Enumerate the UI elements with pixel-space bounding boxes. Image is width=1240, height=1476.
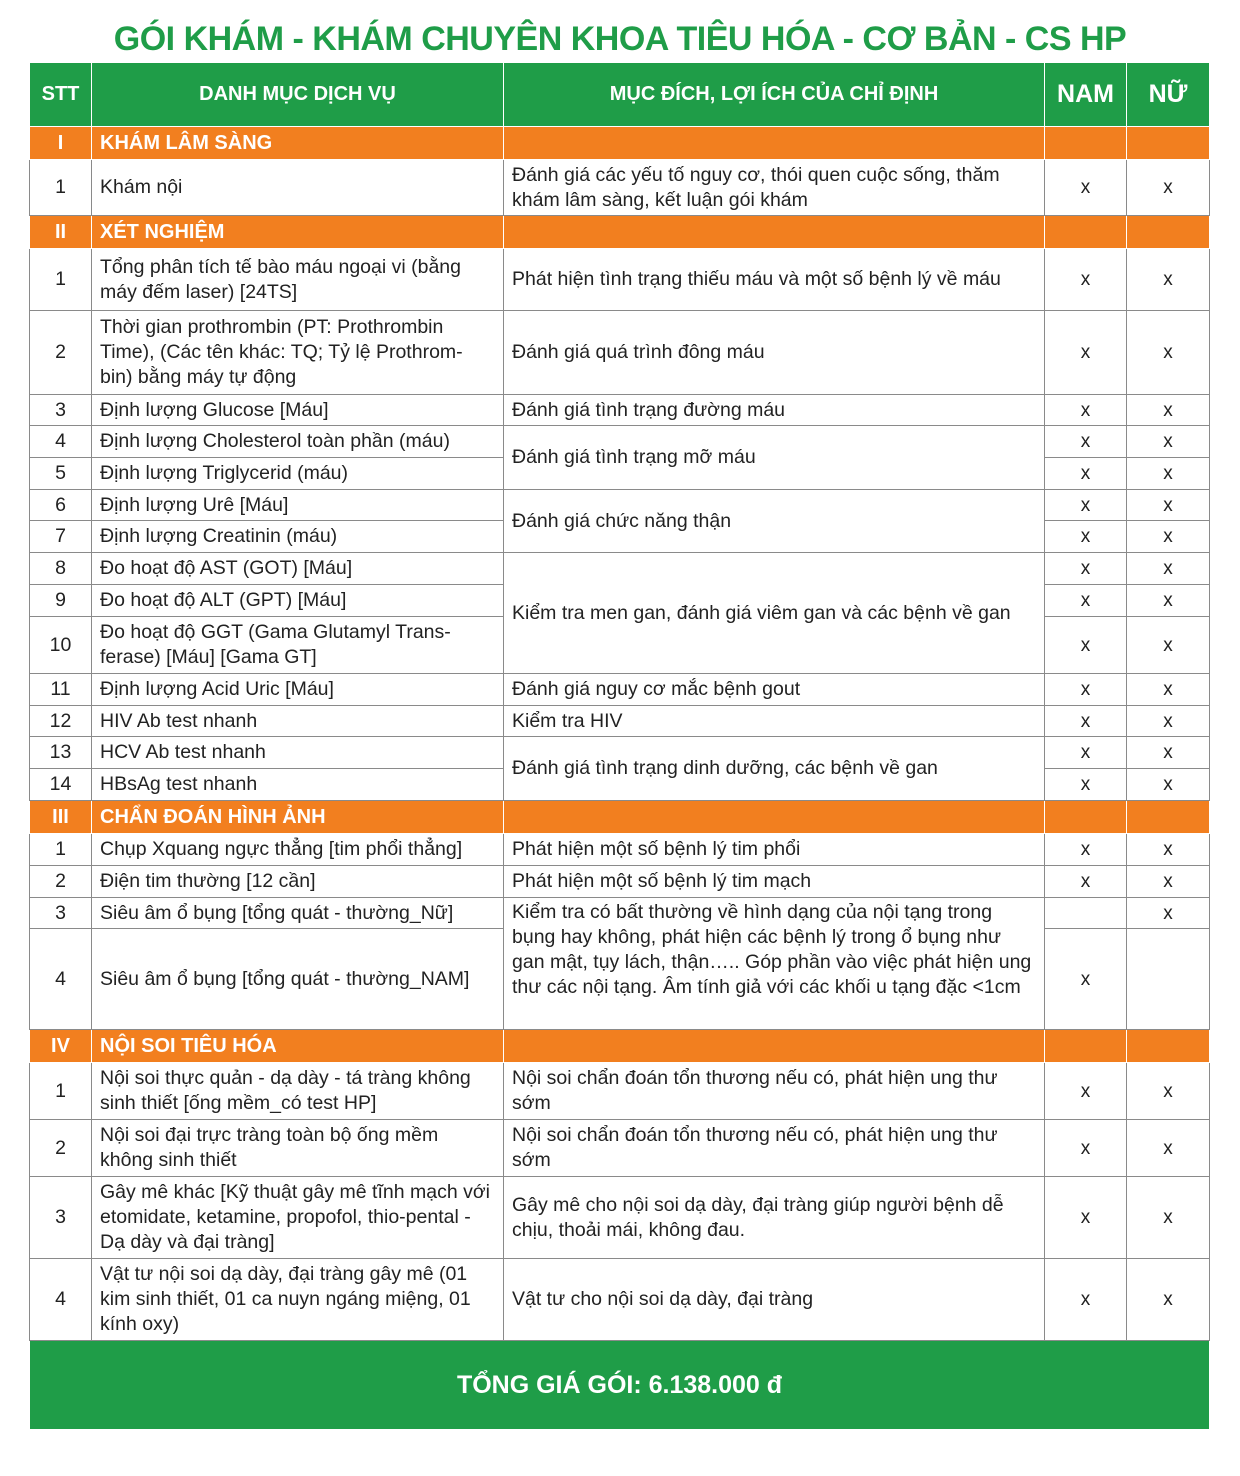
row-number: 5 [30, 458, 92, 490]
male-mark: x [1045, 585, 1127, 617]
male-mark: x [1045, 617, 1127, 674]
male-mark: x [1045, 706, 1127, 737]
service-purpose: Nội soi chẩn đoán tổn thương nếu có, phát hiện ung thư sớm [504, 1120, 1045, 1177]
table-row [30, 866, 1210, 898]
female-mark: x [1127, 160, 1210, 216]
table-row [30, 426, 1210, 458]
table-row [30, 490, 1210, 521]
section-number: I [30, 127, 92, 160]
female-mark: x [1127, 834, 1210, 866]
table-row [30, 249, 1210, 311]
service-name: Định lượng Triglycerid (máu) [92, 458, 504, 490]
male-mark: x [1045, 426, 1127, 458]
female-mark: x [1127, 311, 1210, 395]
female-mark: x [1127, 866, 1210, 898]
male-mark: x [1045, 311, 1127, 395]
total-row [30, 1341, 1210, 1430]
service-name: Định lượng Creatinin (máu) [92, 521, 504, 553]
section-row [30, 216, 1210, 249]
row-number: 4 [30, 1259, 92, 1341]
female-mark: x [1127, 706, 1210, 737]
female-mark: x [1127, 1259, 1210, 1341]
header-female: NỮ [1127, 63, 1210, 127]
total-price: TỔNG GIÁ GÓI: 6.138.000 đ [30, 1341, 1210, 1430]
service-name: HBsAg test nhanh [92, 769, 504, 801]
table-row [30, 898, 1210, 929]
row-number: 2 [30, 1120, 92, 1177]
male-mark: x [1045, 395, 1127, 426]
service-name: Đo hoạt độ GGT (Gama Glutamyl Trans-ferase) [Máu] [Gama GT] [92, 617, 504, 674]
female-mark: x [1127, 674, 1210, 706]
service-name: Nội soi thực quản - dạ dày - tá tràng không sinh thiết [ống mềm_có test HP] [92, 1063, 504, 1120]
service-purpose: Phát hiện tình trạng thiếu máu và một số bệnh lý về máu [504, 249, 1045, 311]
female-mark: x [1127, 898, 1210, 929]
female-mark: x [1127, 395, 1210, 426]
male-mark: x [1045, 490, 1127, 521]
female-mark: x [1127, 1063, 1210, 1120]
female-mark: x [1127, 585, 1210, 617]
row-number: 13 [30, 737, 92, 769]
section-row [30, 801, 1210, 834]
female-mark: x [1127, 1120, 1210, 1177]
male-mark: x [1045, 553, 1127, 585]
service-purpose: Gây mê cho nội soi dạ dày, đại tràng giúp người bệnh dễ chịu, thoải mái, không đau. [504, 1177, 1045, 1259]
service-purpose: Nội soi chẩn đoán tổn thương nếu có, phát hiện ung thư sớm [504, 1063, 1045, 1120]
row-number: 3 [30, 1177, 92, 1259]
table-row [30, 1120, 1210, 1177]
table-row [30, 834, 1210, 866]
table-row [30, 1259, 1210, 1341]
table-row [30, 706, 1210, 737]
row-number: 14 [30, 769, 92, 801]
row-number: 1 [30, 1063, 92, 1120]
service-name: Điện tim thường [12 cần] [92, 866, 504, 898]
female-mark: x [1127, 490, 1210, 521]
table-row [30, 1177, 1210, 1259]
service-purpose: Đánh giá tình trạng mỡ máu [504, 426, 1045, 490]
service-purpose: Đánh giá nguy cơ mắc bệnh gout [504, 674, 1045, 706]
section-number: II [30, 216, 92, 249]
service-name: HCV Ab test nhanh [92, 737, 504, 769]
service-purpose: Phát hiện một số bệnh lý tim mạch [504, 866, 1045, 898]
service-purpose: Kiểm tra có bất thường về hình dạng của nội tạng trong bụng hay không, phát hiện các bệnh lý trong ổ bụng như gan mật, tụy lách, thận….. Góp phần vào việc phát hiện ung thư các nội tạng. Âm tính giả với các khối u tạng đặc <1cm [504, 898, 1045, 1030]
section-row [30, 127, 1210, 160]
service-purpose: Đánh giá các yếu tố nguy cơ, thói quen cuộc sống, thăm khám lâm sàng, kết luận gói khám [504, 160, 1045, 216]
male-mark: x [1045, 1063, 1127, 1120]
table-row [30, 737, 1210, 769]
male-mark: x [1045, 458, 1127, 490]
page-title: GÓI KHÁM - KHÁM CHUYÊN KHOA TIÊU HÓA - CƠ BẢN - CS HP [113, 20, 1127, 58]
row-number: 3 [30, 898, 92, 929]
service-name: Vật tư nội soi dạ dày, đại tràng gây mê (01 kim sinh thiết, 01 ca nuyn ngáng miệng, 01 kính oxy) [92, 1259, 504, 1341]
female-mark: x [1127, 553, 1210, 585]
row-number: 3 [30, 395, 92, 426]
service-purpose: Kiểm tra men gan, đánh giá viêm gan và các bệnh về gan [504, 553, 1045, 674]
row-number: 8 [30, 553, 92, 585]
service-name: Định lượng Acid Uric [Máu] [92, 674, 504, 706]
male-mark [1045, 898, 1127, 929]
male-mark: x [1045, 674, 1127, 706]
section-title: NỘI SOI TIÊU HÓA [92, 1030, 504, 1063]
section-number: III [30, 801, 92, 834]
service-purpose: Vật tư cho nội soi dạ dày, đại tràng [504, 1259, 1045, 1341]
male-mark: x [1045, 160, 1127, 216]
female-mark: x [1127, 737, 1210, 769]
service-name: Nội soi đại trực tràng toàn bộ ống mềm không sinh thiết [92, 1120, 504, 1177]
female-mark [1127, 929, 1210, 1030]
female-mark: x [1127, 769, 1210, 801]
section-title: KHÁM LÂM SÀNG [92, 127, 504, 160]
service-purpose: Đánh giá chức năng thận [504, 490, 1045, 553]
service-name: Gây mê khác [Kỹ thuật gây mê tĩnh mạch với etomidate, ketamine, propofol, thio-pental - Dạ dày và đại tràng] [92, 1177, 504, 1259]
table-row [30, 553, 1210, 585]
table-row [30, 395, 1210, 426]
table-row [30, 1063, 1210, 1120]
row-number: 10 [30, 617, 92, 674]
header-stt: STT [30, 63, 92, 127]
male-mark: x [1045, 929, 1127, 1030]
table-row [30, 674, 1210, 706]
female-mark: x [1127, 426, 1210, 458]
service-name: Đo hoạt độ ALT (GPT) [Máu] [92, 585, 504, 617]
male-mark: x [1045, 737, 1127, 769]
male-mark: x [1045, 1259, 1127, 1341]
male-mark: x [1045, 249, 1127, 311]
section-row [30, 1030, 1210, 1063]
row-number: 4 [30, 929, 92, 1030]
table-row [30, 311, 1210, 395]
service-name: Chụp Xquang ngực thẳng [tim phổi thẳng] [92, 834, 504, 866]
row-number: 9 [30, 585, 92, 617]
service-name: Đo hoạt độ AST (GOT) [Máu] [92, 553, 504, 585]
header-male: NAM [1045, 63, 1127, 127]
female-mark: x [1127, 521, 1210, 553]
service-purpose: Phát hiện một số bệnh lý tim phổi [504, 834, 1045, 866]
row-number: 1 [30, 834, 92, 866]
male-mark: x [1045, 1177, 1127, 1259]
male-mark: x [1045, 769, 1127, 801]
header-service: DANH MỤC DỊCH VỤ [92, 63, 504, 127]
service-name: Tổng phân tích tế bào máu ngoại vi (bằng máy đếm laser) [24TS] [92, 249, 504, 311]
male-mark: x [1045, 1120, 1127, 1177]
service-purpose: Đánh giá tình trạng dinh dưỡng, các bệnh về gan [504, 737, 1045, 801]
service-purpose: Kiểm tra HIV [504, 706, 1045, 737]
service-name: Thời gian prothrombin (PT: Prothrombin Time), (Các tên khác: TQ; Tỷ lệ Prothrom-bin) bằng máy tự động [92, 311, 504, 395]
row-number: 11 [30, 674, 92, 706]
service-name: Khám nội [92, 160, 504, 216]
male-mark: x [1045, 834, 1127, 866]
service-purpose: Đánh giá tình trạng đường máu [504, 395, 1045, 426]
row-number: 6 [30, 490, 92, 521]
service-name: Định lượng Cholesterol toàn phần (máu) [92, 426, 504, 458]
service-table [29, 62, 1210, 1430]
female-mark: x [1127, 249, 1210, 311]
male-mark: x [1045, 521, 1127, 553]
service-name: Định lượng Glucose [Máu] [92, 395, 504, 426]
row-number: 1 [30, 160, 92, 216]
section-title: XÉT NGHIỆM [92, 216, 504, 249]
section-title: CHẨN ĐOÁN HÌNH ẢNH [92, 801, 504, 834]
service-name: Định lượng Urê [Máu] [92, 490, 504, 521]
row-number: 7 [30, 521, 92, 553]
male-mark: x [1045, 866, 1127, 898]
service-name: Siêu âm ổ bụng [tổng quát - thường_NAM] [92, 929, 504, 1030]
row-number: 4 [30, 426, 92, 458]
female-mark: x [1127, 1177, 1210, 1259]
row-number: 12 [30, 706, 92, 737]
row-number: 2 [30, 311, 92, 395]
section-number: IV [30, 1030, 92, 1063]
table-header [30, 63, 1210, 127]
service-purpose: Đánh giá quá trình đông máu [504, 311, 1045, 395]
row-number: 1 [30, 249, 92, 311]
table-row [30, 160, 1210, 216]
header-purpose: MỤC ĐÍCH, LỢI ÍCH CỦA CHỈ ĐỊNH [504, 63, 1045, 127]
service-name: HIV Ab test nhanh [92, 706, 504, 737]
service-name: Siêu âm ổ bụng [tổng quát - thường_Nữ] [92, 898, 504, 929]
female-mark: x [1127, 617, 1210, 674]
female-mark: x [1127, 458, 1210, 490]
row-number: 2 [30, 866, 92, 898]
